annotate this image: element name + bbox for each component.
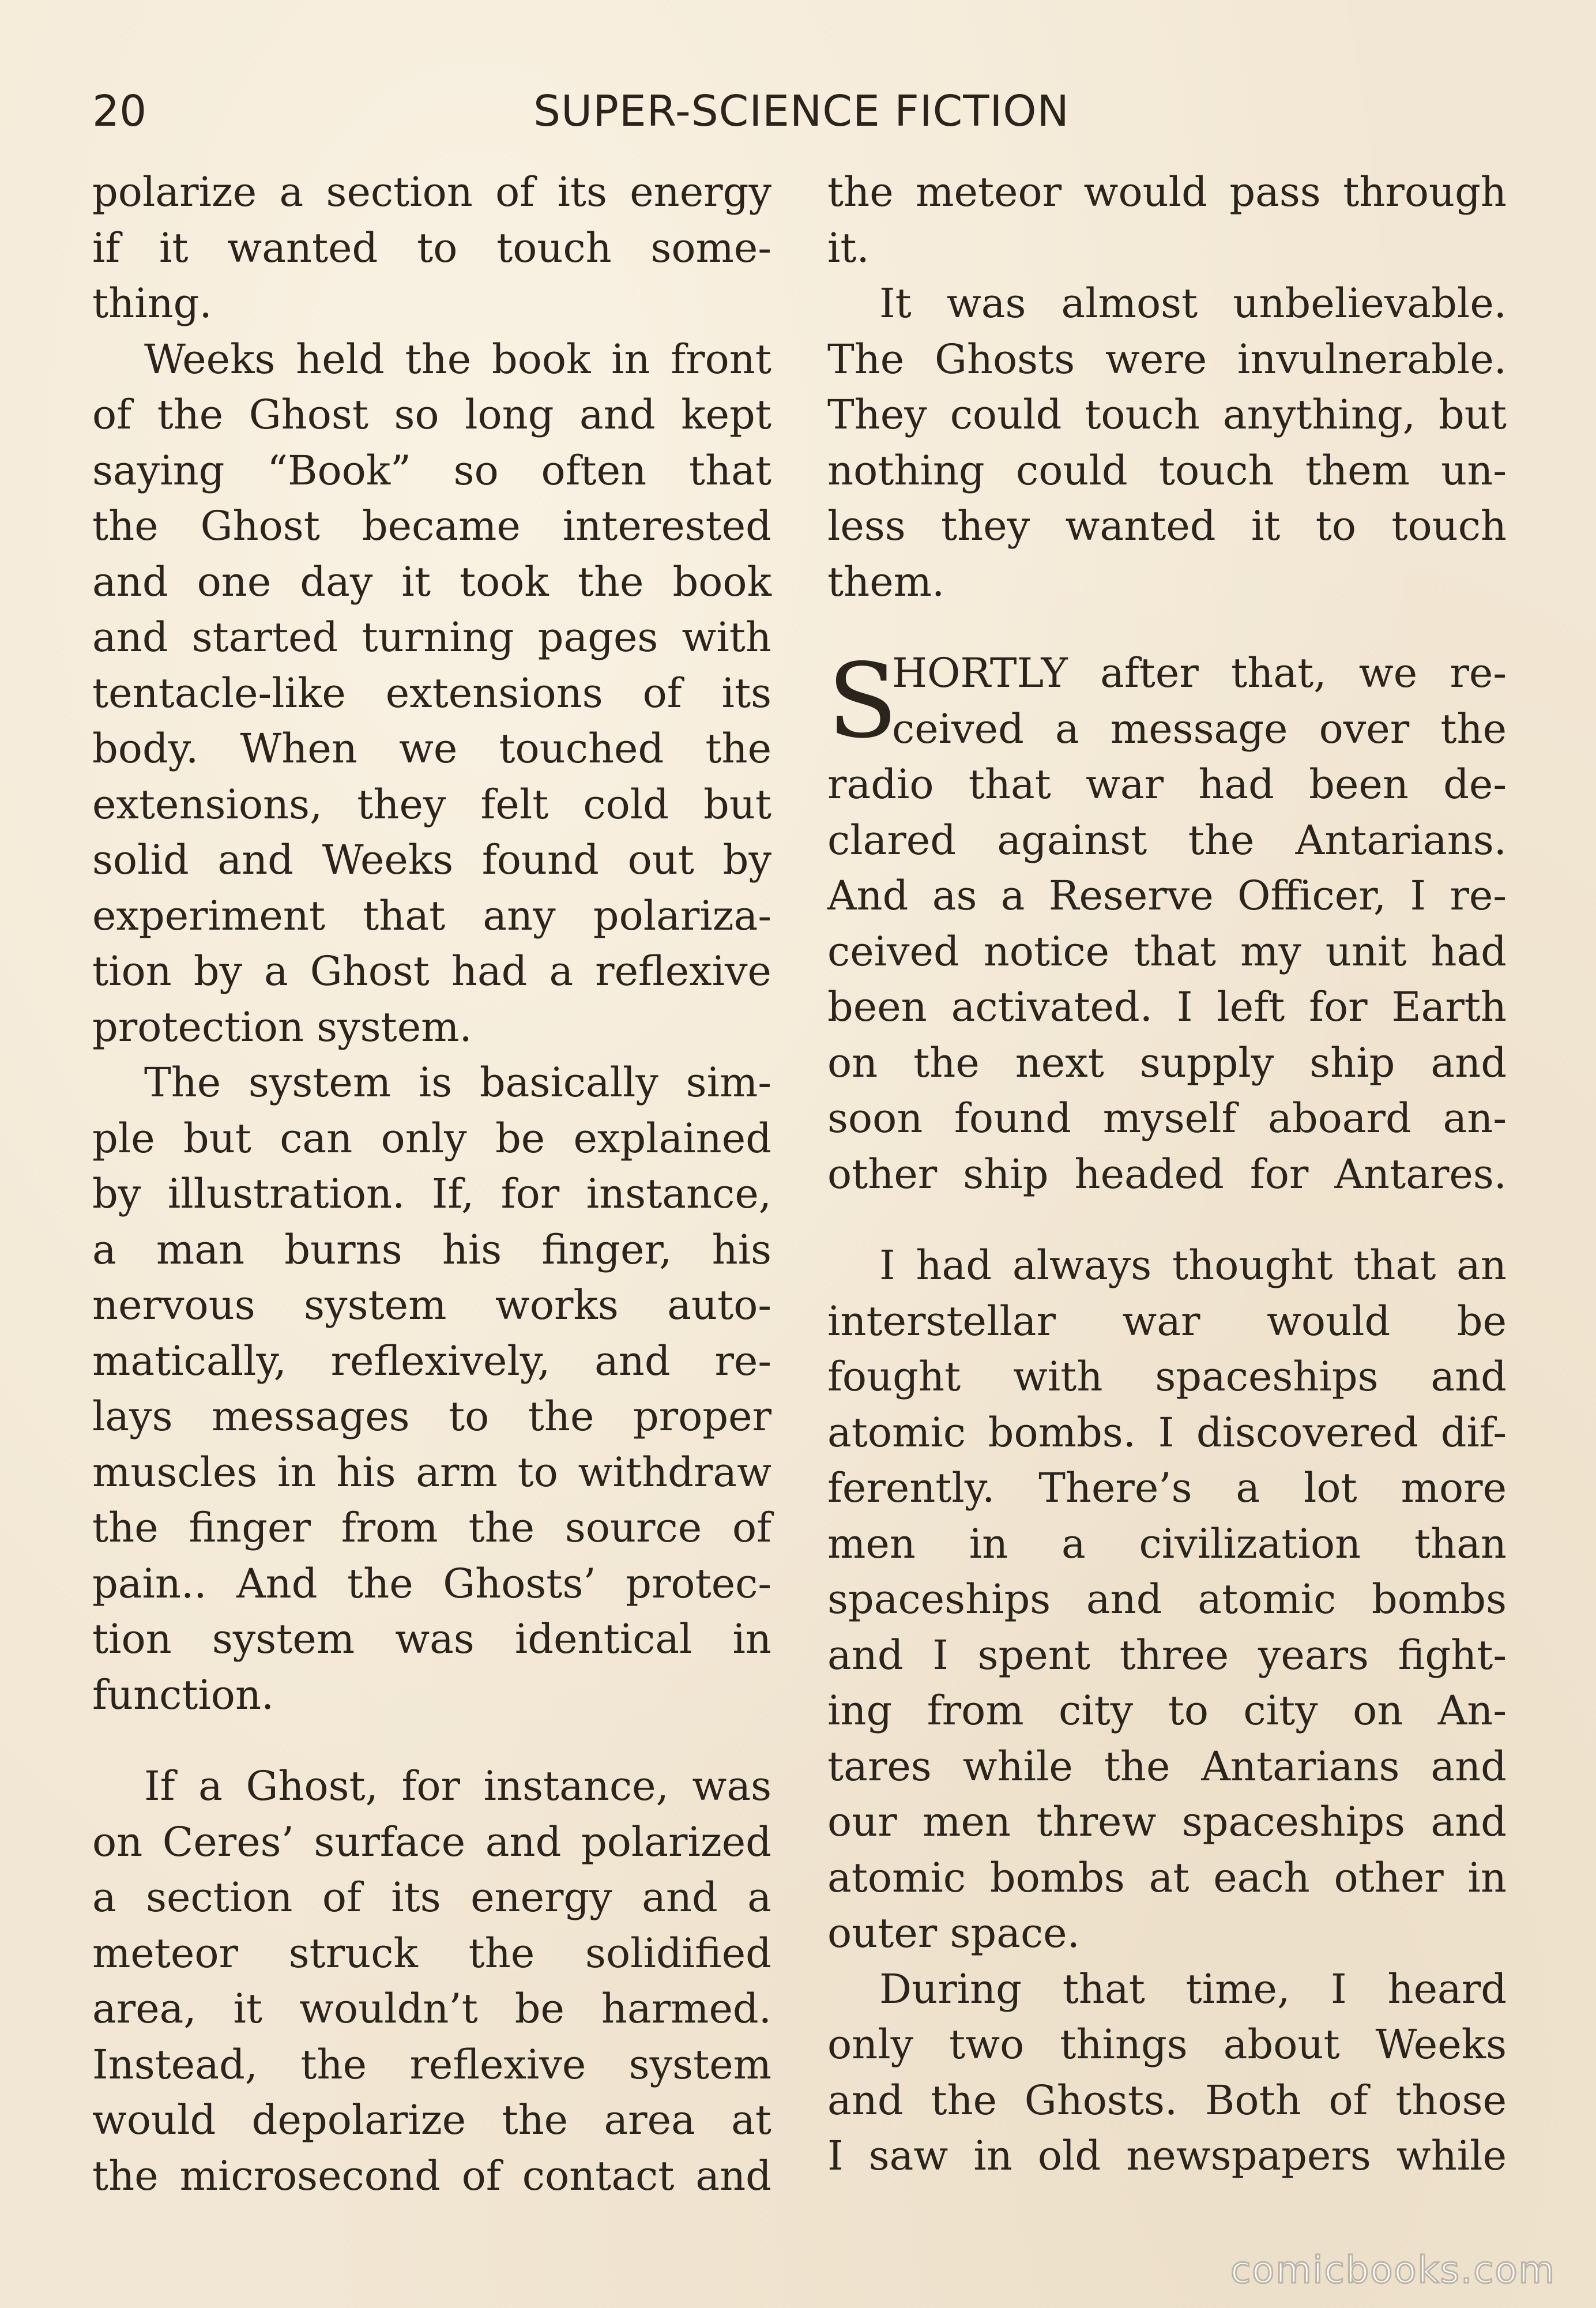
text-line: the meteor would pass through	[827, 168, 1507, 216]
text-line: the microsecond of contact and	[92, 2152, 771, 2200]
right-text-column	[827, 164, 1507, 2184]
drop-cap-letter: S	[827, 641, 898, 761]
text-line: and one day it took the book	[92, 558, 771, 606]
text-line: less they wanted it to touch	[827, 502, 1507, 550]
text-line: and started turning pages with	[92, 614, 771, 661]
text-line: tion by a Ghost had a reflexive	[92, 948, 771, 995]
text-line: our men threw spaceships and	[827, 1798, 1507, 1845]
text-line: thing.	[92, 280, 212, 327]
text-line: been activated. I left for Earth	[827, 983, 1507, 1031]
page-header	[92, 87, 1511, 150]
text-line: on Ceres’ surface and polarized	[92, 1818, 771, 1866]
text-line: Weeks held the book in front	[144, 335, 771, 383]
text-line: tion system was identical in	[92, 1615, 771, 1663]
text-line: spaceships and atomic bombs	[827, 1576, 1507, 1623]
text-line: function.	[92, 1671, 274, 1719]
text-line: it.	[827, 224, 869, 272]
text-line: Instead, the reflexive system	[92, 2040, 771, 2088]
text-line: atomic bombs. I discovered dif-	[827, 1408, 1507, 1456]
text-line: During that time, I heard	[879, 1965, 1507, 2013]
text-line: I saw in old newspapers while	[827, 2132, 1507, 2179]
text-line: saying “Book” so often that	[92, 446, 771, 494]
text-line: HORTLY after that, we re-	[892, 649, 1507, 697]
page-number: 20	[92, 87, 147, 136]
text-line: The system is basically sim-	[144, 1059, 771, 1106]
text-line: ing from city to city on An-	[827, 1687, 1507, 1734]
left-text-column	[92, 164, 771, 2204]
text-line: interstellar war would be	[827, 1297, 1507, 1345]
text-line: ferently. There’s a lot more	[827, 1464, 1507, 1512]
text-line: nervous system works auto-	[92, 1281, 771, 1329]
text-line: polarize a section of its energy	[92, 168, 771, 216]
text-line: body. When we touched the	[92, 725, 771, 772]
text-line: area, it wouldn’t be harmed.	[92, 1985, 771, 2032]
text-line: extensions, they felt cold but	[92, 780, 771, 828]
text-line: The Ghosts were invulnerable.	[827, 335, 1507, 383]
text-line: men in a civilization than	[827, 1520, 1507, 1568]
text-line: of the Ghost so long and kept	[92, 391, 771, 438]
text-line: a man burns his finger, his	[92, 1226, 771, 1273]
text-line: matically, reflexively, and re-	[92, 1337, 771, 1385]
text-line: other ship headed for Antares.	[827, 1150, 1507, 1198]
text-line: fought with spaceships and	[827, 1353, 1507, 1400]
text-line: and I spent three years fight-	[827, 1631, 1507, 1679]
text-line: a section of its energy and a	[92, 1874, 771, 1921]
text-line: lays messages to the proper	[92, 1393, 771, 1440]
text-line: on the next supply ship and	[827, 1039, 1507, 1087]
text-line: clared against the Antarians.	[827, 816, 1507, 864]
text-line: It was almost unbelievable.	[879, 280, 1507, 327]
text-line: only two things about Weeks	[827, 2021, 1507, 2068]
paragraph-gap	[92, 1723, 771, 1758]
text-line: and the Ghosts. Both of those	[827, 2076, 1507, 2124]
text-line: nothing could touch them un-	[827, 446, 1507, 494]
text-line: if it wanted to touch some-	[92, 224, 771, 272]
right-column-bottom-text	[827, 757, 1507, 2184]
text-line: tentacle-like extensions of its	[92, 669, 771, 717]
text-line: ceived notice that my unit had	[827, 927, 1507, 975]
text-line: muscles in his arm to withdraw	[92, 1448, 771, 1496]
right-column-top-text	[827, 164, 1507, 610]
text-line: pain.. And the Ghosts’ protec-	[92, 1559, 771, 1607]
running-title: SUPER-SCIENCE FICTION	[533, 87, 1070, 136]
text-line: If a Ghost, for instance, was	[144, 1762, 771, 1810]
text-line: I had always thought that an	[879, 1242, 1507, 1289]
text-line: the finger from the source of	[92, 1504, 771, 1551]
text-line: would depolarize the area at	[92, 2096, 771, 2144]
text-line: them.	[827, 558, 945, 606]
text-line: ple but can only be explained	[92, 1114, 771, 1162]
section-break	[827, 610, 1507, 645]
text-line: experiment that any polariza-	[92, 892, 771, 939]
text-line: the Ghost became interested	[92, 502, 771, 550]
text-line: by illustration. If, for instance,	[92, 1170, 771, 1217]
text-line: And as a Reserve Officer, I re-	[827, 872, 1507, 919]
text-line: outer space.	[827, 1909, 1080, 1957]
paragraph-gap	[827, 1202, 1507, 1238]
text-line: ceived a message over the	[892, 705, 1507, 753]
text-line: tares while the Antarians and	[827, 1742, 1507, 1790]
drop-cap-paragraph-start	[827, 641, 1507, 761]
text-line: They could touch anything, but	[827, 391, 1507, 438]
watermark: comicbooks.com	[1230, 2249, 1556, 2292]
text-line: atomic bombs at each other in	[827, 1854, 1507, 1901]
text-line: protection system.	[92, 1003, 472, 1051]
text-line: meteor struck the solidified	[92, 1929, 771, 1977]
text-line: soon found myself aboard an-	[827, 1095, 1507, 1142]
text-line: solid and Weeks found out by	[92, 836, 771, 884]
text-line: radio that war had been de-	[827, 761, 1507, 808]
